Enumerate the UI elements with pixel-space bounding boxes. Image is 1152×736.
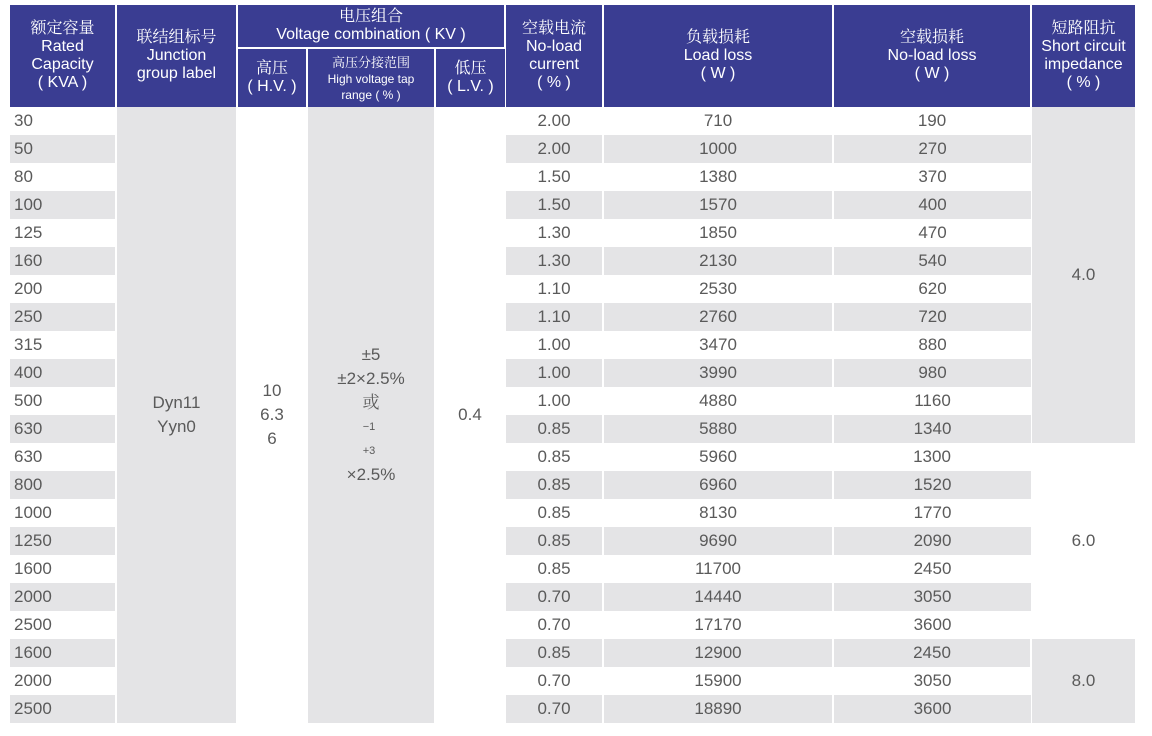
- load-loss-cell: 1000: [603, 135, 833, 163]
- noload-loss-cell: 880: [918, 335, 947, 354]
- rated-capacity-cell: 1600: [10, 639, 116, 667]
- noload-current-cell: 1.00: [505, 387, 603, 415]
- tap-range-cell: ±5 ±2×2.5% 或 −1 +3 ×2.5%: [307, 107, 435, 723]
- noload-current-cell: 0.85: [505, 527, 603, 555]
- rated-capacity-cell: 2000: [10, 667, 116, 695]
- load-loss-cell: 3990: [603, 359, 833, 387]
- load-loss-cell: 8130: [603, 499, 833, 527]
- noload-current-cell: 0.70: [505, 667, 603, 695]
- rated-capacity-cell: 200: [10, 275, 116, 303]
- lv-cell: 0.4: [435, 107, 505, 723]
- rated-capacity-cell: 315: [10, 331, 116, 359]
- hv-cell: 10 6.3 6: [237, 107, 307, 723]
- impedance-cell: 8.0: [1031, 639, 1135, 723]
- noload-current-cell: 0.85: [505, 415, 603, 443]
- noload-current-cell: 1.50: [505, 163, 603, 191]
- noload-current-cell: 0.70: [505, 583, 603, 611]
- load-loss-cell: 14440: [603, 583, 833, 611]
- load-loss-cell: 5880: [603, 415, 833, 443]
- noload-current-cell: 0.85: [505, 639, 603, 667]
- noload-current-cell: 0.85: [505, 499, 603, 527]
- rated-capacity-cell: 630: [10, 415, 116, 443]
- impedance-cell: 4.0: [1031, 107, 1135, 443]
- noload-loss-cell: 720: [833, 303, 1031, 331]
- noload-current-cell: 2.00: [505, 107, 603, 135]
- noload-loss-cell: 3600: [913, 615, 952, 634]
- rated-capacity-cell: 30: [10, 107, 116, 135]
- noload-loss-cell: 370: [918, 167, 947, 186]
- rated-capacity-cell: 800: [10, 471, 116, 499]
- noload-loss-cell: 270: [833, 135, 1031, 163]
- rated-capacity-cell: 400: [10, 359, 116, 387]
- noload-current-cell: 0.85: [505, 555, 603, 583]
- rated-capacity-cell: 2000: [10, 583, 116, 611]
- load-loss-cell: 17170: [603, 611, 833, 639]
- load-loss-cell: 1570: [603, 191, 833, 219]
- noload-current-cell: 1.00: [505, 331, 603, 359]
- noload-current-cell: 2.00: [505, 135, 603, 163]
- load-loss-cell: 5960: [603, 443, 833, 471]
- noload-current-cell: 1.10: [505, 275, 603, 303]
- noload-loss-cell: 2090: [833, 527, 1031, 555]
- noload-loss-cell: 1520: [833, 471, 1031, 499]
- load-loss-cell: 9690: [603, 527, 833, 555]
- noload-current-cell: 1.10: [505, 303, 603, 331]
- noload-loss-cell: 1300: [833, 443, 1031, 471]
- noload-loss-cell: 1770: [913, 503, 952, 522]
- noload-loss-cell: 470: [918, 223, 947, 242]
- rated-capacity-cell: 125: [10, 219, 116, 247]
- rated-capacity-cell: 630: [10, 443, 116, 471]
- rated-capacity-cell: 160: [10, 247, 116, 275]
- load-loss-cell: 12900: [603, 639, 833, 667]
- noload-current-cell: 1.30: [505, 219, 603, 247]
- impedance-cell: 6.0: [1031, 443, 1135, 639]
- rated-capacity-cell: 1250: [10, 527, 116, 555]
- load-loss-cell: 2760: [603, 303, 833, 331]
- noload-loss-cell: 3050: [833, 583, 1031, 611]
- rated-capacity-cell: 250: [10, 303, 116, 331]
- load-loss-cell: 6960: [603, 471, 833, 499]
- header-hv: 高压 ( H.V. ): [237, 48, 307, 107]
- load-loss-cell: 11700: [603, 555, 833, 583]
- noload-loss-cell: 1160: [914, 391, 951, 410]
- noload-loss-cell: 980: [833, 359, 1031, 387]
- noload-loss-cell: 540: [833, 247, 1031, 275]
- noload-loss-cell: 1340: [833, 415, 1031, 443]
- header-junction-group: 联结组标号 Junction group label: [116, 5, 237, 107]
- noload-current-cell: 0.85: [505, 471, 603, 499]
- load-loss-cell: 4880: [603, 387, 833, 415]
- table-row: [10, 107, 1135, 135]
- junction-group-cell: Dyn11 Yyn0: [116, 107, 237, 723]
- rated-capacity-cell: 100: [10, 191, 116, 219]
- load-loss-cell: 1850: [603, 219, 833, 247]
- spec-table: [10, 5, 1135, 723]
- load-loss-cell: 1380: [603, 163, 833, 191]
- load-loss-cell: 15900: [603, 667, 833, 695]
- header-lv: 低压 ( L.V. ): [435, 48, 505, 107]
- noload-loss-cell: 400: [833, 191, 1031, 219]
- noload-current-cell: 0.70: [505, 695, 603, 723]
- load-loss-cell: 710: [603, 107, 833, 135]
- noload-loss-cell: 3600: [833, 695, 1031, 723]
- load-loss-cell: 2130: [603, 247, 833, 275]
- load-loss-cell: 18890: [603, 695, 833, 723]
- load-loss-cell: 2530: [603, 275, 833, 303]
- rated-capacity-cell: 500: [10, 387, 116, 415]
- rated-capacity-cell: 80: [10, 163, 116, 191]
- header-voltage-combination: 电压组合 Voltage combination ( KV ): [237, 5, 505, 48]
- rated-capacity-cell: 50: [10, 135, 116, 163]
- header-impedance: 短路阻抗 Short circuit impedance ( % ): [1031, 5, 1135, 107]
- header-load-loss: 负载损耗 Load loss ( W ): [603, 5, 833, 107]
- header-noload-loss: 空载损耗 No-load loss ( W ): [833, 5, 1031, 107]
- noload-loss-cell: 3050: [913, 671, 952, 690]
- noload-loss-cell: 620: [918, 279, 947, 298]
- noload-current-cell: 0.85: [505, 443, 603, 471]
- noload-current-cell: 1.00: [505, 359, 603, 387]
- noload-loss-cell: 2450: [913, 559, 952, 578]
- rated-capacity-cell: 1600: [10, 555, 116, 583]
- header-rated-capacity: 额定容量 Rated Capacity ( KVA ): [10, 5, 116, 107]
- rated-capacity-cell: 1000: [10, 499, 116, 527]
- noload-loss-cell: 2450: [833, 639, 1031, 667]
- rated-capacity-cell: 2500: [10, 611, 116, 639]
- noload-current-cell: 0.70: [505, 611, 603, 639]
- noload-loss-cell: 190: [833, 107, 1031, 135]
- noload-current-cell: 1.50: [505, 191, 603, 219]
- header-noload-current: 空载电流 No-load current ( % ): [505, 5, 603, 107]
- load-loss-cell: 3470: [603, 331, 833, 359]
- header-tap-range: 高压分接范围 High voltage tap range ( % ): [307, 48, 435, 107]
- rated-capacity-cell: 2500: [10, 695, 116, 723]
- noload-current-cell: 1.30: [505, 247, 603, 275]
